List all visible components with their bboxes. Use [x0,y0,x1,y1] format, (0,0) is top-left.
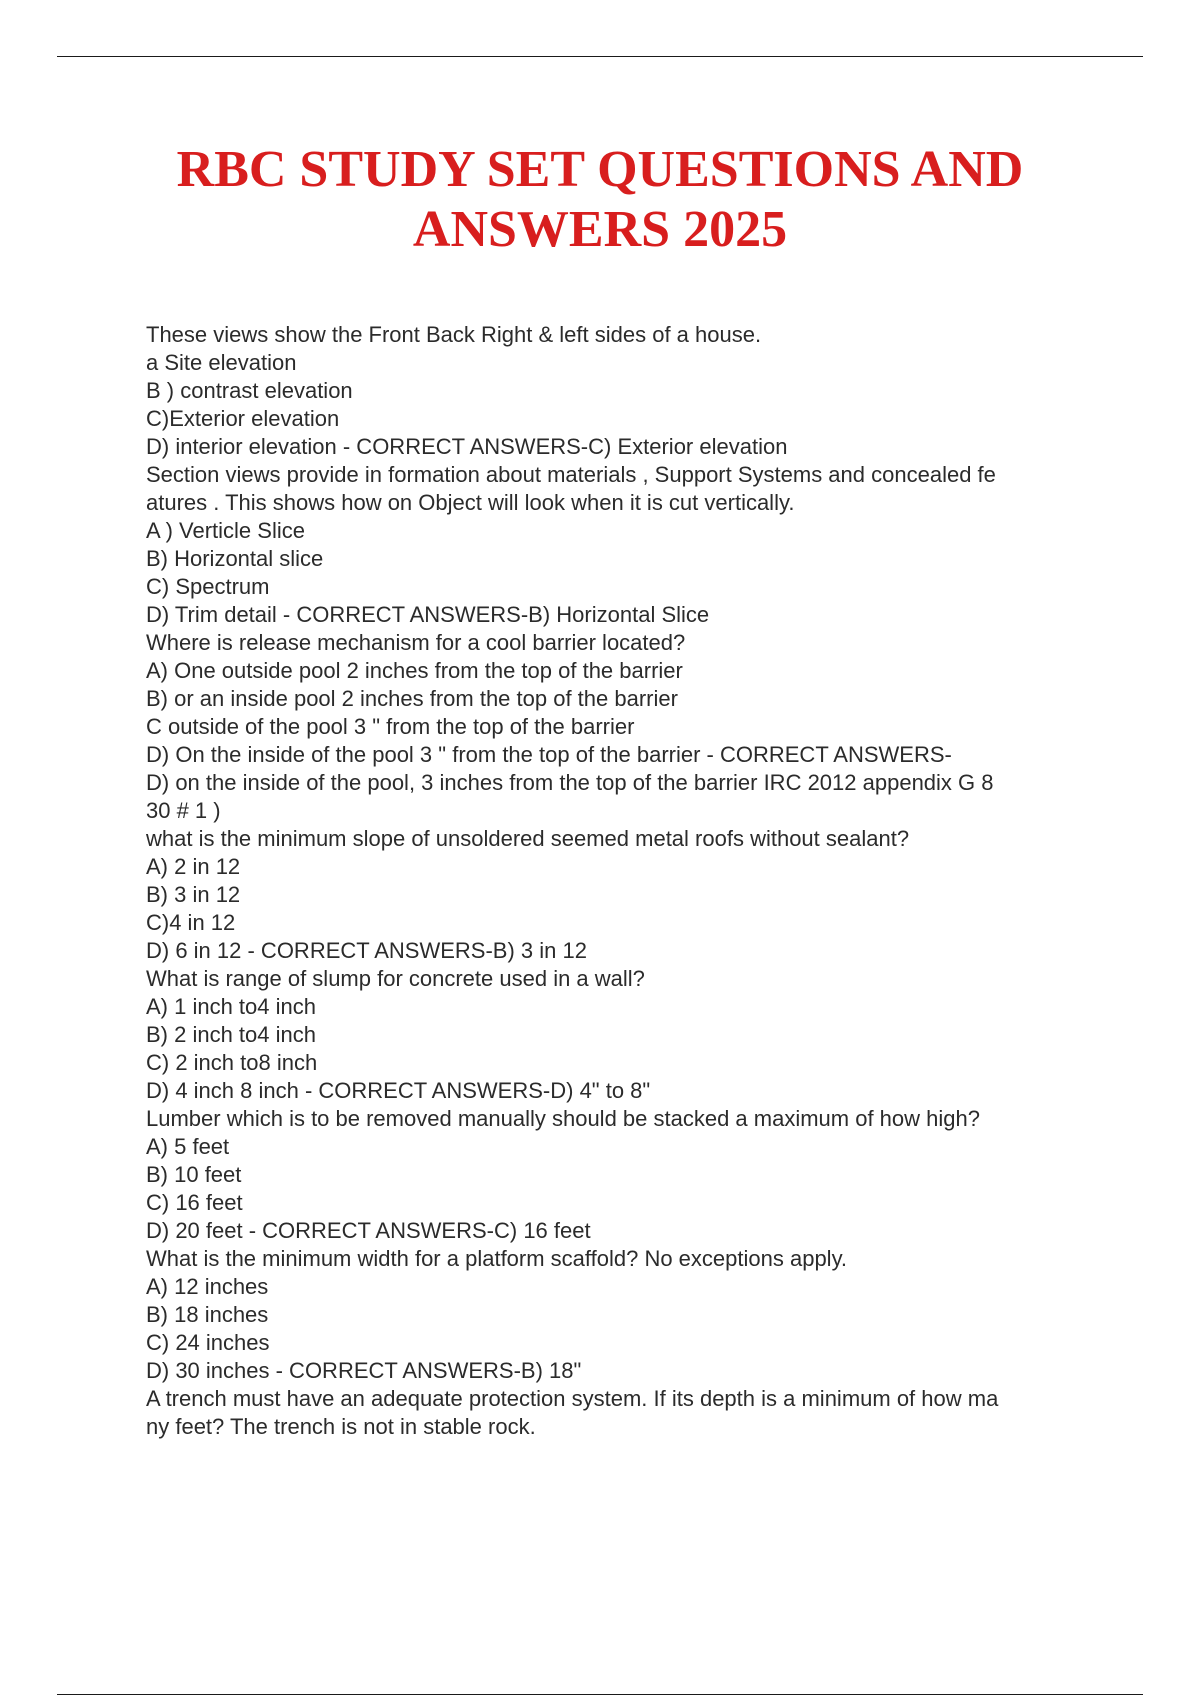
text-line: What is the minimum width for a platform scaffold? No exceptions apply. [146,1246,848,1271]
text-line: B) 3 in 12 [146,882,241,907]
text-line: Section views provide in formation about materials , Support Systems and concealed fe [146,462,996,487]
text-line: A) 12 inches [146,1274,269,1299]
text-line: 30 # 1 ) [146,798,221,823]
text-line: C) 16 feet [146,1190,243,1215]
text-line: A) 5 feet [146,1134,230,1159]
text-line: what is the minimum slope of unsoldered seemed metal roofs without sealant? [146,826,910,851]
text-line: A) 2 in 12 [146,854,241,879]
text-line: B) 10 feet [146,1162,242,1187]
text-line: atures . This shows how on Object will look when it is cut vertically. [146,490,795,515]
text-line: B) or an inside pool 2 inches from the top of the barrier [146,686,678,711]
text-line: A trench must have an adequate protection system. If its depth is a minimum of how ma [146,1386,999,1411]
text-line: Lumber which is to be removed manually should be stacked a maximum of how high? [146,1106,980,1131]
text-line: A ) Verticle Slice [146,518,305,543]
text-line: C) Spectrum [146,574,270,599]
text-line: B ) contrast elevation [146,378,353,403]
text-line: C outside of the pool 3 " from the top of the barrier [146,714,635,739]
text-line: B) 2 inch to4 inch [146,1022,316,1047]
text-line: C)Exterior elevation [146,406,340,431]
text-line: D) 6 in 12 - CORRECT ANSWERS-B) 3 in 12 [146,938,587,963]
text-line: What is range of slump for concrete used in a wall? [146,966,645,991]
text-line: A) One outside pool 2 inches from the top of the barrier [146,658,683,683]
text-line: B) 18 inches [146,1302,269,1327]
text-line: C)4 in 12 [146,910,236,935]
text-line: D) 30 inches - CORRECT ANSWERS-B) 18" [146,1358,582,1383]
text-line: A) 1 inch to4 inch [146,994,316,1019]
text-line: ny feet? The trench is not in stable rock. [146,1414,536,1439]
top-rule [57,56,1143,57]
text-line: C) 24 inches [146,1330,270,1355]
document-title [57,140,1143,260]
text-line: C) 2 inch to8 inch [146,1050,318,1075]
document-body [146,321,1091,1441]
text-line: D) interior elevation - CORRECT ANSWERS-C) Exterior elevation [146,434,788,459]
text-line: Where is release mechanism for a cool barrier located? [146,630,686,655]
text-line: D) Trim detail - CORRECT ANSWERS-B) Horizontal Slice [146,602,710,627]
text-line: D) 4 inch 8 inch - CORRECT ANSWERS-D) 4" to 8" [146,1078,651,1103]
text-line: D) on the inside of the pool, 3 inches from the top of the barrier IRC 2012 appendix G 8 [146,770,994,795]
title-line-1: RBC STUDY SET QUESTIONS AND [176,141,1024,198]
text-line: B) Horizontal slice [146,546,324,571]
text-line: D) 20 feet - CORRECT ANSWERS-C) 16 feet [146,1218,591,1243]
text-line: a Site elevation [146,350,297,375]
title-line-2: ANSWERS 2025 [412,201,788,258]
text-line: D) On the inside of the pool 3 " from the top of the barrier - CORRECT ANSWERS- [146,742,952,767]
bottom-rule [57,1694,1143,1695]
text-line: These views show the Front Back Right & left sides of a house. [146,322,762,347]
